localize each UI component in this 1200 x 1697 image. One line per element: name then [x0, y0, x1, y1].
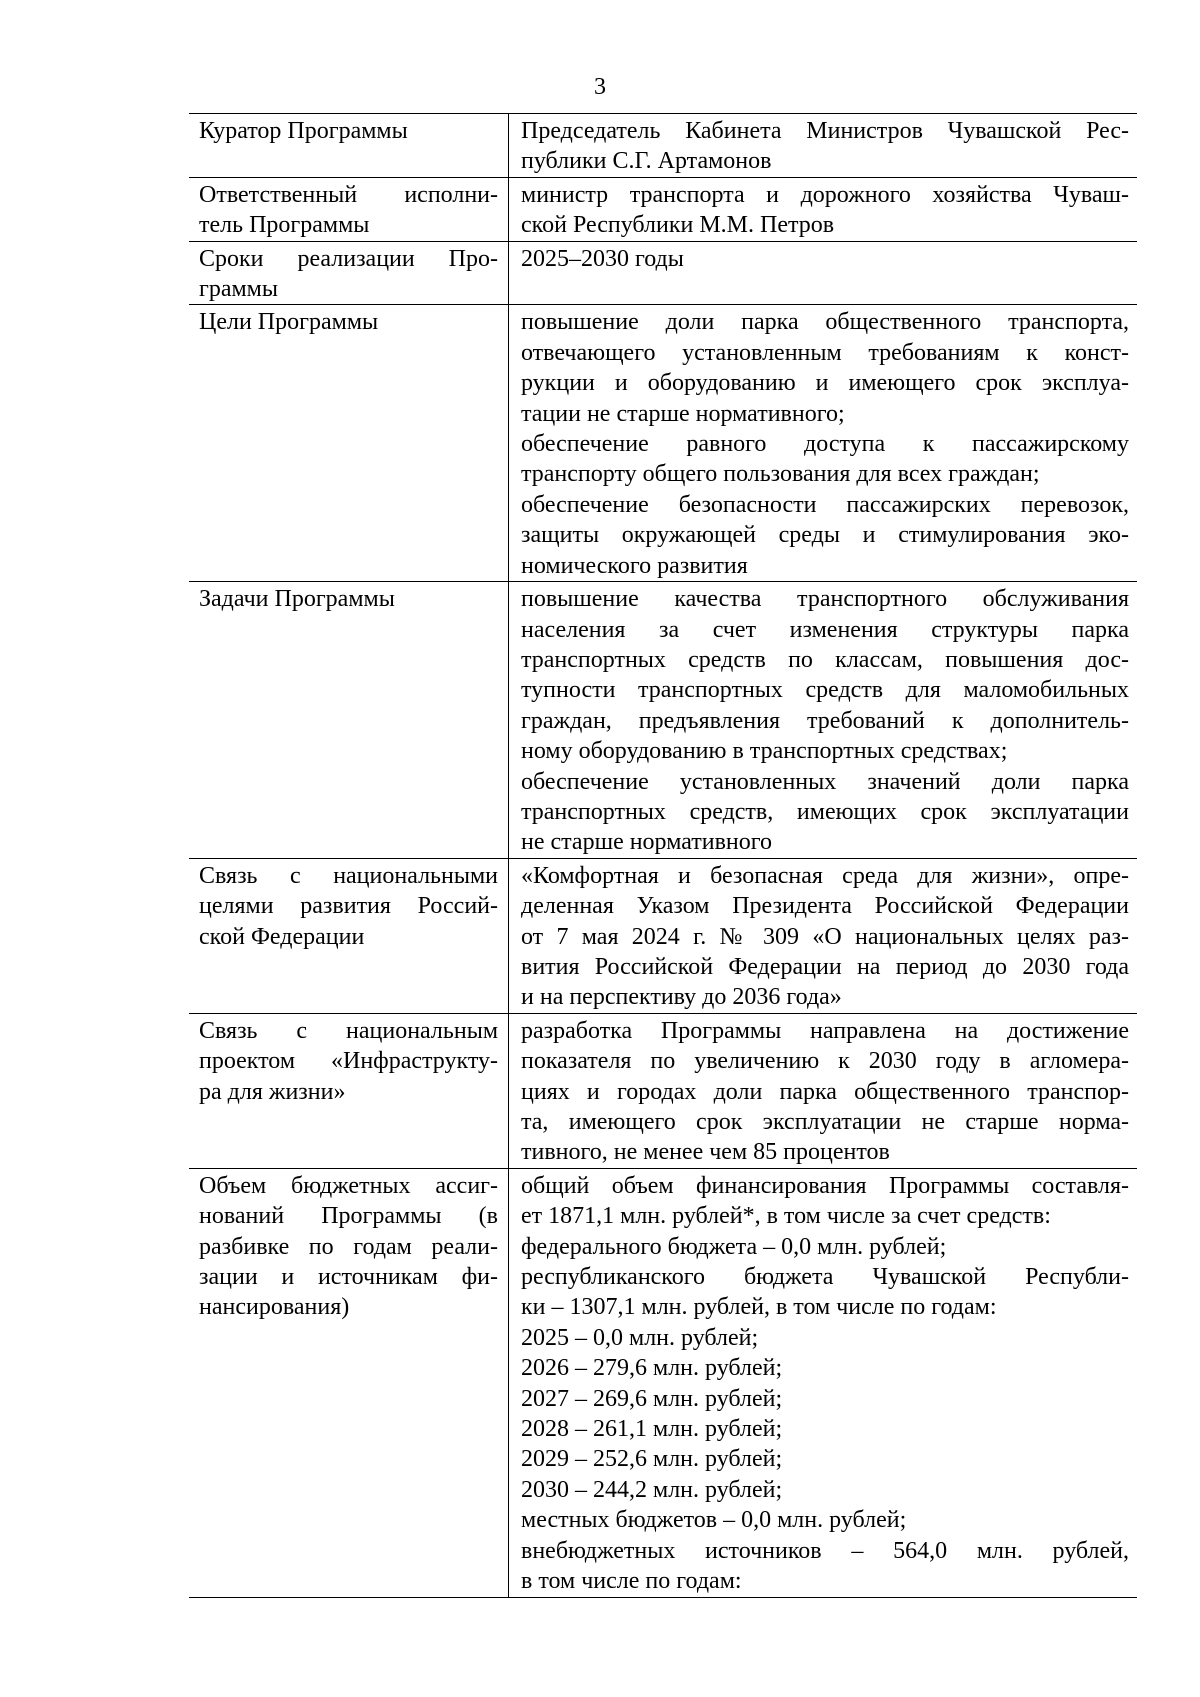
row-value-line: номического развития: [521, 552, 748, 579]
row-value-line: 2028 – 261,1 млн. рублей;: [521, 1416, 783, 1443]
row-label-line: Связь с национальными: [199, 862, 498, 889]
row-value: [509, 1168, 1138, 1597]
row-label: [189, 305, 509, 582]
row-label-line: граммы: [199, 276, 278, 303]
row-value-line: ет 1871,1 млн. рублей*, в том числе за счет средств:: [521, 1203, 1051, 1230]
row-value-line: 2027 – 269,6 млн. рублей;: [521, 1385, 783, 1412]
row-label-line: ра для жизни»: [199, 1078, 346, 1105]
passport-row: [189, 177, 1137, 241]
row-value-line: от 7 мая 2024 г. № 309 «О национальных целях раз-: [521, 923, 1129, 950]
row-value-line: в том числе по годам:: [521, 1568, 742, 1595]
row-label-line: Сроки реализации Про-: [199, 245, 498, 272]
row-value-line: не старше нормативного: [521, 829, 773, 856]
row-value-line: вития Российской Федерации на период до 2030 года: [521, 953, 1129, 980]
row-label-line: ской Федерации: [199, 923, 365, 950]
row-value-line: отвечающего установленным требованиям к конст-: [521, 339, 1129, 366]
row-value: [509, 241, 1138, 305]
row-value-line: тации не старше нормативного;: [521, 400, 845, 427]
row-value-line: рукции и оборудованию и имеющего срок эксплуа-: [521, 370, 1129, 397]
row-value: [509, 305, 1138, 582]
row-label-line: Задачи Программы: [199, 586, 395, 613]
row-value-line: повышение доли парка общественного транспорта,: [521, 309, 1129, 336]
row-value-line: 2030 – 244,2 млн. рублей;: [521, 1476, 783, 1503]
row-value-line: ному оборудованию в транспортных средствах;: [521, 738, 1008, 765]
row-value-line: транспорту общего пользования для всех граждан;: [521, 461, 1040, 488]
row-label: [189, 241, 509, 305]
row-value-line: 2025 – 0,0 млн. рублей;: [521, 1324, 759, 1351]
passport-row: [189, 1168, 1137, 1597]
row-value-line: тивного, не менее чем 85 процентов: [521, 1139, 890, 1166]
row-label: [189, 858, 509, 1013]
row-label-line: Объем бюджетных ассиг-: [199, 1172, 498, 1199]
passport-row: [189, 305, 1137, 582]
row-value-line: «Комфортная и безопасная среда для жизни», опре-: [521, 862, 1129, 889]
passport-row: [189, 1013, 1137, 1168]
row-label-line: проектом «Инфраструкту-: [199, 1048, 498, 1075]
row-value-line: граждан, предъявления требований к дополнитель-: [521, 707, 1129, 734]
passport-row: [189, 858, 1137, 1013]
passport-row: [189, 114, 1137, 178]
row-value-line: 2029 – 252,6 млн. рублей;: [521, 1446, 783, 1473]
program-passport-table: [189, 113, 1137, 1598]
row-value-line: обеспечение безопасности пассажирских перевозок,: [521, 491, 1129, 518]
row-label-line: целями развития Россий-: [199, 893, 498, 920]
row-value-line: федерального бюджета – 0,0 млн. рублей;: [521, 1233, 947, 1260]
row-value-line: 2025–2030 годы: [521, 245, 684, 272]
row-value-line: местных бюджетов – 0,0 млн. рублей;: [521, 1507, 907, 1534]
row-label-line: Связь с национальным: [199, 1017, 498, 1044]
row-value-line: министр транспорта и дорожного хозяйства Чуваш-: [521, 181, 1129, 208]
row-value: [509, 582, 1138, 859]
row-value: [509, 1013, 1138, 1168]
row-label-line: нансирования): [199, 1294, 350, 1321]
row-value-line: внебюджетных источников – 564,0 млн. рублей,: [521, 1537, 1129, 1564]
passport-row: [189, 582, 1137, 859]
row-label-line: Ответственный исполни-: [199, 181, 498, 208]
row-label: [189, 582, 509, 859]
row-value-line: 2026 – 279,6 млн. рублей;: [521, 1355, 783, 1382]
row-label-line: тель Программы: [199, 212, 370, 239]
row-value-line: общий объем финансирования Программы составля-: [521, 1172, 1129, 1199]
row-label-line: Куратор Программы: [199, 118, 408, 144]
page-number: 3: [594, 74, 606, 100]
row-label: [189, 1013, 509, 1168]
passport-row: [189, 241, 1137, 305]
row-value: [509, 114, 1138, 178]
row-value: [509, 858, 1138, 1013]
row-label-line: зации и источникам фи-: [199, 1264, 498, 1291]
row-value-line: обеспечение равного доступа к пассажирскому: [521, 431, 1129, 458]
row-value-line: республиканского бюджета Чувашской Республи-: [521, 1264, 1129, 1291]
row-value-line: циях и городах доли парка общественного транспор-: [521, 1078, 1129, 1105]
row-value: [509, 177, 1138, 241]
row-value-line: ской Республики М.М. Петров: [521, 212, 835, 239]
row-value-line: та, имеющего срок эксплуатации не старше норма-: [521, 1109, 1129, 1135]
row-label-line: разбивке по годам реали-: [199, 1233, 498, 1260]
row-value-line: публики С.Г. Артамонов: [521, 148, 772, 175]
row-value-line: деленная Указом Президента Российской Федерации: [521, 893, 1129, 920]
row-label: [189, 114, 509, 178]
row-label-line: Цели Программы: [199, 309, 379, 336]
row-value-line: транспортных средств, имеющих срок эксплуатации: [521, 798, 1129, 825]
row-value-line: защиты окружающей среды и стимулирования эко-: [521, 522, 1129, 549]
row-value-line: повышение качества транспортного обслуживания: [521, 586, 1129, 613]
row-value-line: транспортных средств по классам, повышения дос-: [521, 646, 1129, 673]
row-value-line: разработка Программы направлена на достижение: [521, 1017, 1129, 1044]
row-value-line: Председатель Кабинета Министров Чувашской Рес-: [521, 118, 1129, 144]
row-label-line: нований Программы (в: [199, 1203, 498, 1230]
row-value-line: обеспечение установленных значений доли парка: [521, 768, 1129, 795]
row-label: [189, 1168, 509, 1597]
row-value-line: населения за счет изменения структуры парка: [521, 616, 1129, 643]
row-value-line: тупности транспортных средств для маломобильных: [521, 677, 1129, 704]
row-value-line: и на перспективу до 2036 года»: [521, 984, 842, 1011]
row-value-line: показателя по увеличению к 2030 году в агломера-: [521, 1048, 1129, 1075]
row-value-line: ки – 1307,1 млн. рублей, в том числе по годам:: [521, 1294, 997, 1321]
row-label: [189, 177, 509, 241]
